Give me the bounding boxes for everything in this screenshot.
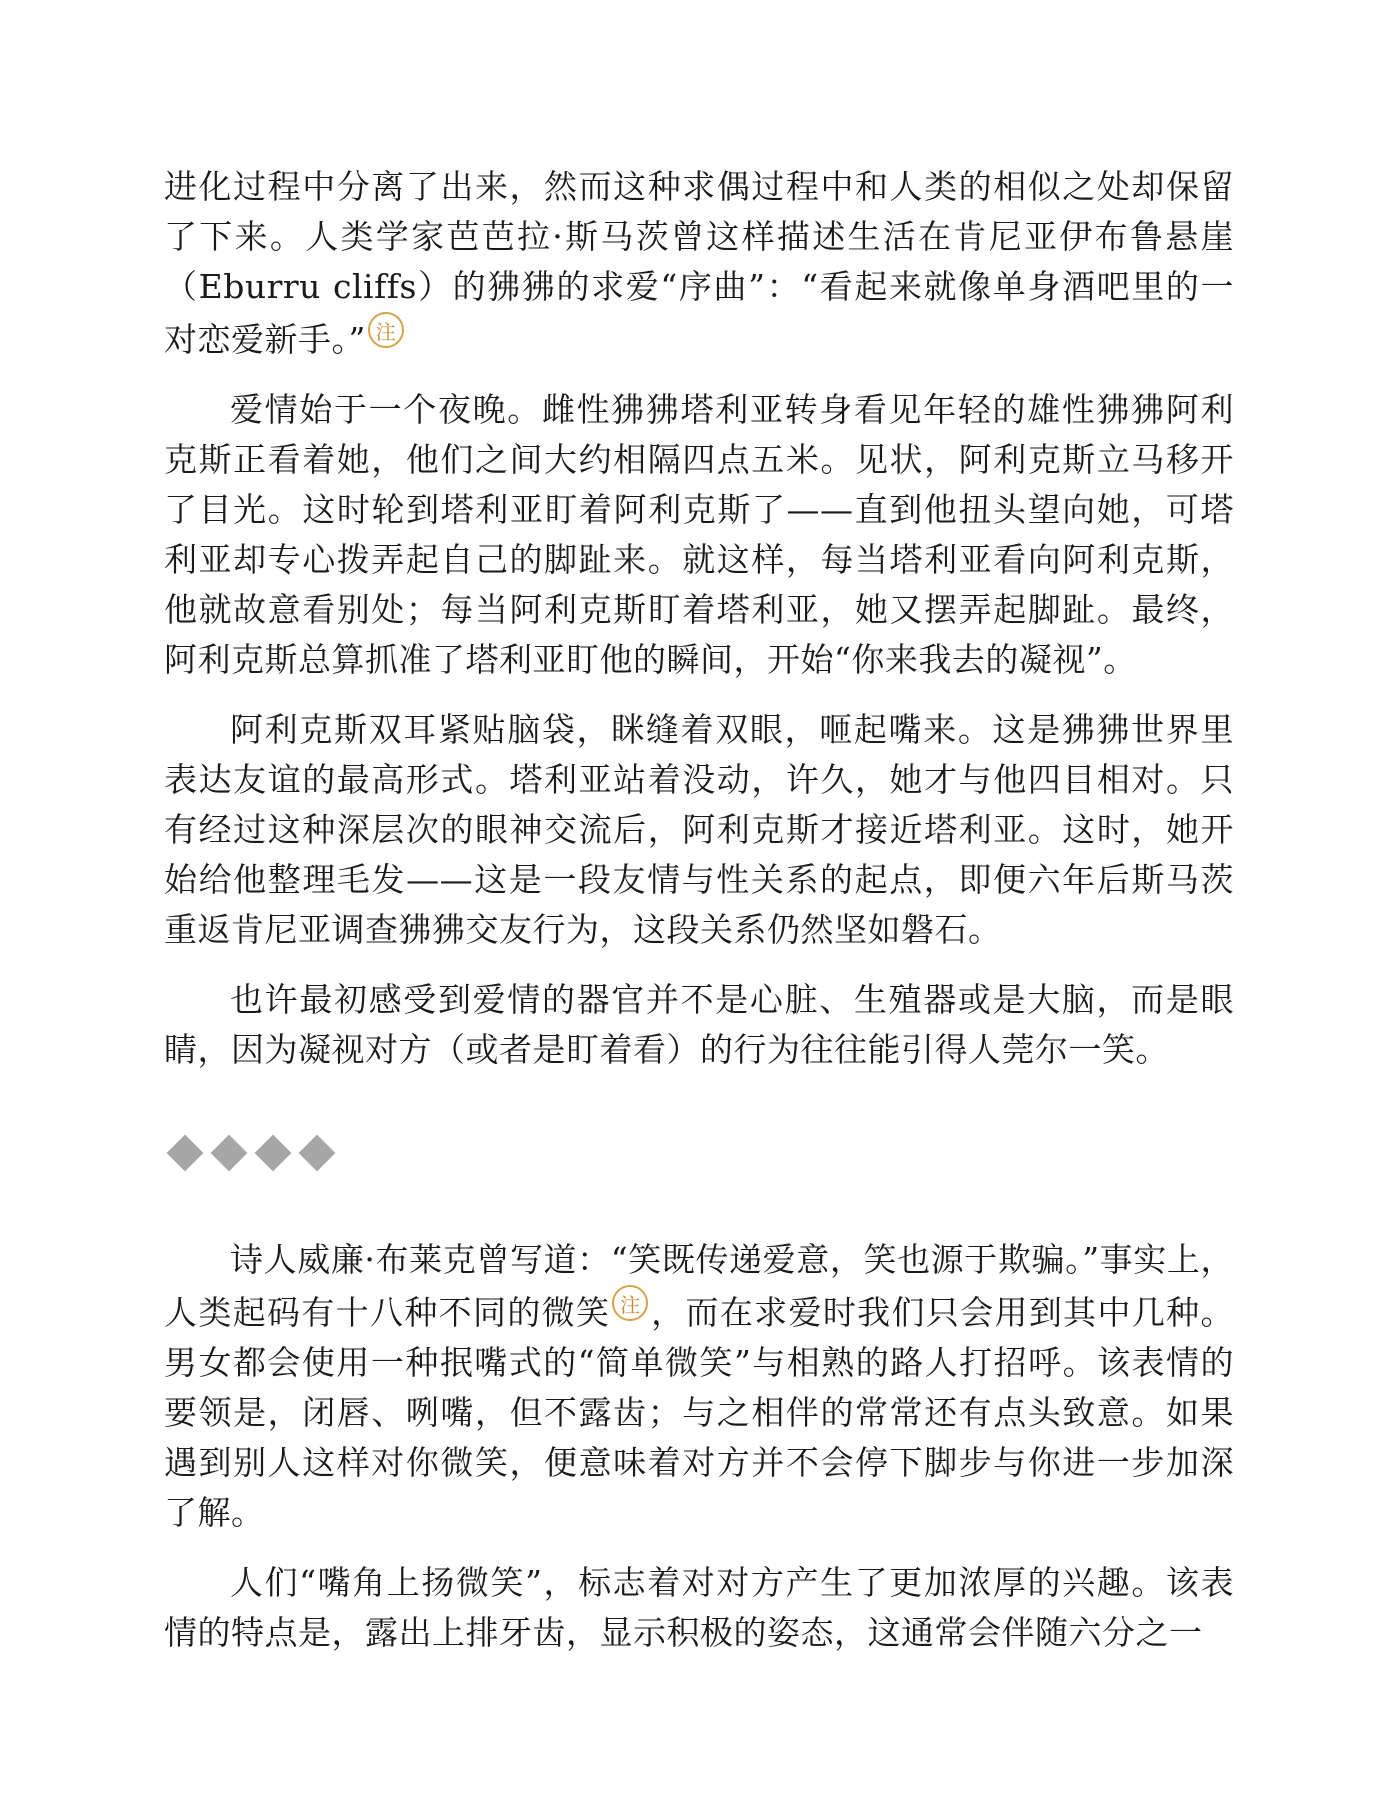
document-page: [164, 162, 1234, 1678]
paragraph-text: 进化过程中分离了出来，然而这种求偶过程中和人类的相似之处却保留了下来。人类学家芭芭拉·斯马茨曾这样描述生活在肯尼亚伊布鲁悬崖（Eburru cliffs）的狒狒的求爱“序曲”：“看起来就像单身酒吧里的一对恋爱新手。”: [164, 167, 1234, 359]
paragraph: [164, 1235, 1234, 1538]
paragraph-text: 也许最初感受到爱情的器官并不是心脏、生殖器或是大脑，而是眼睛，因为凝视对方（或者是盯着看）的行为往往能引得人莞尔一笑。: [164, 980, 1234, 1069]
section-divider: [172, 1133, 1234, 1173]
text-section-top: [164, 162, 1234, 1075]
paragraph-text: 诗人威廉·布莱克曾写道：“笑既传递爱意，笑也源于欺骗。”事实上，人类起码有十八种不同的微笑: [164, 1240, 1234, 1332]
paragraph-text: ，而在求爱时我们只会用到其中几种。男女都会使用一种抿嘴式的“简单微笑”与相熟的路人打招呼。该表情的要领是，闭唇、咧嘴，但不露齿；与之相伴的常常还有点头致意。如果遇到别人这样对你微笑，便意味着对方并不会停下脚步与你进一步加深了解。: [164, 1293, 1235, 1532]
diamond-ornament-icon: [255, 1135, 292, 1172]
paragraph: [164, 385, 1234, 685]
paragraph-text: 爱情始于一个夜晚。雌性狒狒塔利亚转身看见年轻的雄性狒狒阿利克斯正看着她，他们之间大约相隔四点五米。见状，阿利克斯立马移开了目光。这时轮到塔利亚盯着阿利克斯了——直到他扭头望向她，可塔利亚却专心拨弄起自己的脚趾来。就这样，每当塔利亚看向阿利克斯，他就故意看别处；每当阿利克斯盯着塔利亚，她又摆弄起脚趾。最终，阿利克斯总算抓准了塔利亚盯他的瞬间，开始“你来我去的凝视”。: [164, 390, 1234, 679]
footnote-marker-icon[interactable]: 注: [368, 312, 404, 348]
paragraph: [164, 162, 1234, 365]
paragraph-text: 阿利克斯双耳紧贴脑袋，眯缝着双眼，咂起嘴来。这是狒狒世界里表达友谊的最高形式。塔利亚站着没动，许久，她才与他四目相对。只有经过这种深层次的眼神交流后，阿利克斯才接近塔利亚。这时，她开始给他整理毛发——这是一段友情与性关系的起点，即便六年后斯马茨重返肯尼亚调查狒狒交友行为，这段关系仍然坚如磐石。: [164, 710, 1234, 949]
text-section-bottom: [164, 1235, 1234, 1658]
diamond-ornament-icon: [299, 1135, 336, 1172]
diamond-ornament-icon: [167, 1135, 204, 1172]
paragraph: [164, 705, 1234, 955]
footnote-marker-icon[interactable]: 注: [612, 1285, 648, 1321]
paragraph: [164, 1558, 1234, 1658]
paragraph-text: 人们“嘴角上扬微笑”，标志着对对方产生了更加浓厚的兴趣。该表情的特点是，露出上排牙齿，显示积极的姿态，这通常会伴随六分之一: [164, 1563, 1234, 1652]
diamond-ornament-icon: [211, 1135, 248, 1172]
paragraph: [164, 975, 1234, 1075]
